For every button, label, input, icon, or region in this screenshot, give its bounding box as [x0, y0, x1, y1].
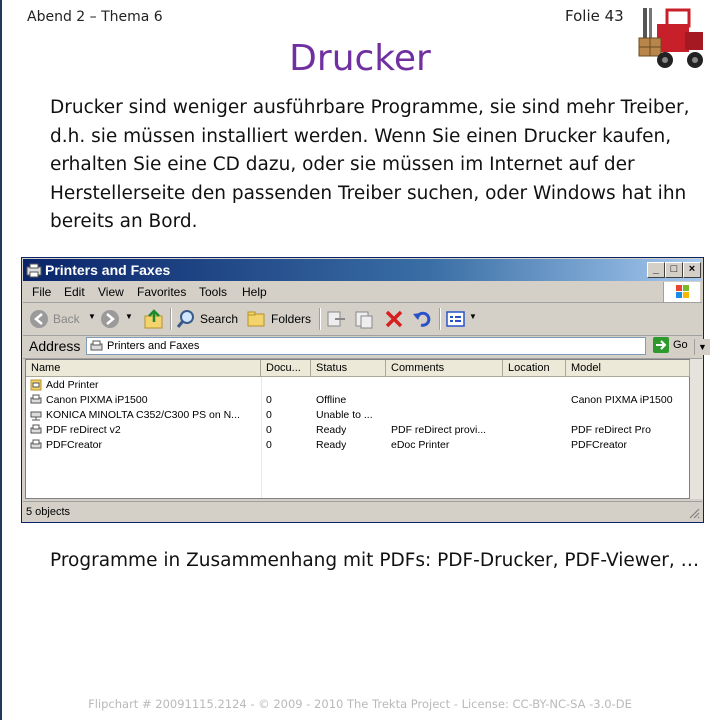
resize-grip-icon[interactable] — [688, 507, 700, 519]
menu-favorites[interactable]: Favorites — [137, 285, 187, 299]
toolbar — [23, 303, 702, 336]
address-label: Address — [29, 338, 81, 354]
back-label: Back — [53, 312, 80, 326]
printer-folder-small-icon — [90, 340, 103, 352]
column-divider — [261, 377, 262, 498]
menu-tools[interactable]: Tools — [199, 285, 228, 299]
menu-bar — [23, 282, 702, 303]
printer-name: Canon PIXMA iP1500 — [46, 394, 148, 406]
slide-title: Drucker — [289, 38, 431, 79]
printer-comments: eDoc Printer — [391, 439, 450, 451]
forward-arrow-icon[interactable] — [100, 308, 120, 330]
back-dropdown-icon[interactable]: ▼ — [88, 312, 96, 321]
printer-status: Unable to ... — [316, 409, 373, 421]
printer-model: Canon PIXMA iP1500 — [571, 394, 673, 406]
menu-edit[interactable]: Edit — [64, 285, 85, 299]
vertical-scrollbar[interactable] — [690, 359, 703, 499]
printer-documents: 0 — [266, 424, 272, 436]
list-item[interactable] — [26, 393, 690, 408]
printer-icon — [30, 439, 42, 451]
printer-icon — [30, 394, 42, 406]
back-arrow-icon — [29, 309, 49, 329]
close-button[interactable]: × — [683, 262, 701, 278]
list-item[interactable] — [26, 408, 690, 423]
title-bar[interactable] — [23, 259, 702, 281]
printer-name: PDF reDirect v2 — [46, 424, 121, 436]
menu-help[interactable]: Help — [242, 285, 267, 299]
menu-view[interactable]: View — [98, 285, 124, 299]
column-header-comments[interactable]: Comments — [386, 360, 503, 377]
menu-file[interactable]: File — [32, 285, 52, 299]
printer-model: PDFCreator — [571, 439, 628, 451]
copy-to-icon[interactable] — [353, 308, 375, 330]
delete-icon[interactable] — [383, 308, 405, 330]
printers-and-faxes-window — [21, 257, 707, 523]
address-bar — [23, 336, 707, 359]
address-value: Printers and Faxes — [107, 340, 200, 352]
folders-icon — [247, 310, 267, 328]
printer-model: PDF reDirect Pro — [571, 424, 651, 436]
printer-documents: 0 — [266, 409, 272, 421]
status-object-count: 5 objects — [26, 506, 71, 518]
folders-label: Folders — [271, 312, 312, 326]
list-item[interactable] — [26, 423, 690, 438]
go-label: Go — [673, 339, 688, 351]
column-header-location[interactable]: Location — [503, 360, 566, 377]
back-button[interactable] — [29, 308, 85, 330]
forward-dropdown-icon[interactable]: ▼ — [125, 312, 133, 321]
printer-status: Ready — [316, 424, 347, 436]
printer-folder-icon — [26, 262, 42, 278]
printer-documents: 0 — [266, 394, 272, 406]
views-dropdown-icon[interactable]: ▼ — [469, 312, 477, 321]
folders-button[interactable] — [247, 308, 313, 330]
printer-status: Offline — [316, 394, 347, 406]
paragraph-pdf-programs: Programme in Zusammenhang mit PDFs: PDF-Drucker, PDF-Viewer, … — [50, 550, 700, 571]
printer-documents: 0 — [266, 439, 272, 451]
search-label: Search — [200, 312, 239, 326]
printer-name: PDFCreator — [46, 439, 103, 451]
up-folder-icon[interactable] — [143, 308, 165, 330]
views-icon[interactable] — [445, 308, 467, 330]
printer-list — [25, 359, 690, 499]
list-item[interactable] — [26, 438, 690, 453]
slide-number: Folie 43 — [565, 7, 624, 25]
printer-icon — [30, 424, 42, 436]
footer-license: Flipchart # 20091115.2124 - © 2009 - 2010 The Trekta Project - License: CC-BY-NC-SA -3.0-DE — [88, 697, 632, 711]
list-item[interactable] — [26, 378, 690, 393]
go-arrow-icon — [653, 337, 669, 353]
network-printer-icon — [30, 409, 42, 421]
column-header-name[interactable]: Name — [26, 360, 261, 377]
column-header-model[interactable]: Model — [566, 360, 690, 377]
undo-icon[interactable] — [411, 308, 433, 330]
address-dropdown-icon[interactable]: ▼ — [694, 339, 710, 355]
printer-name: Add Printer — [46, 379, 99, 391]
column-header-documents[interactable]: Docu... — [261, 360, 311, 377]
maximize-button[interactable]: □ — [665, 262, 683, 278]
column-header-status[interactable]: Status — [311, 360, 386, 377]
minimize-button[interactable]: _ — [647, 262, 665, 278]
status-bar — [23, 501, 702, 522]
search-icon — [176, 309, 196, 329]
paragraph-drivers: Drucker sind weniger ausführbare Programme, sie sind mehr Treiber, d.h. sie müssen installiert werden. Wenn Sie einen Drucker kaufen, erhalten Sie eine CD dazu, oder sie müssen im Internet auf der Herstellerseite den passenden Treiber suchen, oder Windows hat ihn bereits an Bord. — [50, 97, 690, 232]
slide-border — [0, 0, 2, 720]
session-label: Abend 2 – Thema 6 — [27, 9, 163, 25]
printer-status: Ready — [316, 439, 347, 451]
move-to-icon[interactable] — [325, 308, 347, 330]
add-printer-icon — [30, 379, 42, 391]
search-button[interactable] — [176, 308, 240, 330]
printer-comments: PDF reDirect provi... — [391, 424, 487, 436]
printer-name: KONICA MINOLTA C352/C300 PS on N... — [46, 409, 240, 421]
window-title: Printers and Faxes — [45, 262, 171, 278]
windows-logo-icon — [663, 282, 700, 302]
